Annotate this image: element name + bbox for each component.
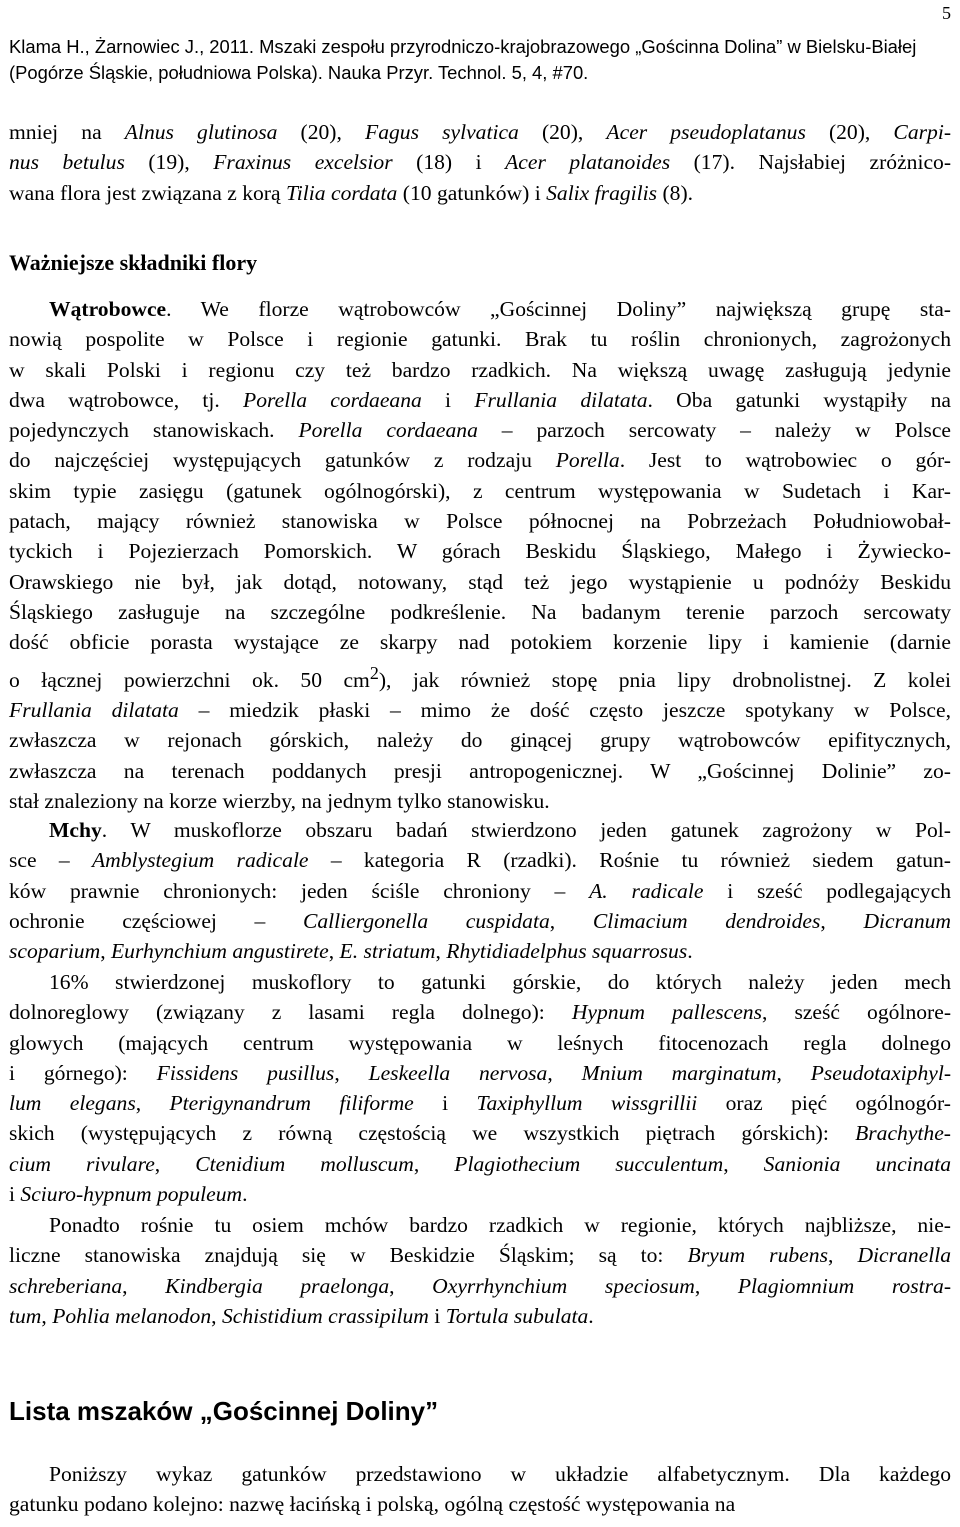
text-run: Orawskiego nie był, jak dotąd, notowany, stąd też jego wystąpienie u podnóży Beskidu — [9, 569, 951, 594]
text-run: . Jest to wątrobowiec o gór- — [619, 448, 951, 473]
species-name: lum elegans — [9, 1091, 136, 1116]
species-name: Salix fragilis — [546, 180, 658, 205]
species-name: Kindbergia praelonga — [165, 1273, 390, 1298]
text-run: w skali Polski i regionu czy też bardzo rzadkich. Na większą uwagę zasługują jedynie — [9, 357, 951, 382]
text-line — [9, 725, 951, 755]
paragraph-rare-species — [9, 1210, 951, 1331]
species-name: Frullania dilatata — [474, 387, 648, 412]
text-line — [9, 1459, 951, 1489]
section-heading: Lista mszaków „Gościnnej Doliny” — [9, 1396, 439, 1426]
text-run: , — [776, 1060, 811, 1085]
text-run: wana flora jest związana z korą — [9, 180, 286, 205]
text-line — [9, 997, 951, 1027]
species-name: Fissidens pusillus — [156, 1060, 335, 1085]
text-run: zwłaszcza w rejonach górskich, należy do ginącej grupy wątrobowców epifitycznych, — [9, 728, 951, 753]
text-run: , — [547, 1060, 582, 1085]
text-run: ochronie częściowej – — [9, 908, 303, 933]
text-line — [9, 1489, 951, 1519]
species-name: Eurhynchium angustirete — [110, 939, 329, 964]
text-run: nowią pospolite w Polsce i regionie gatunki. Brak tu roślin chronionych, zagrożonych — [9, 327, 951, 352]
text-line — [9, 876, 951, 906]
species-name: A. radicale — [589, 878, 704, 903]
citation-line-1: Klama H., Żarnowiec J., 2011. Mszaki zespołu przyrodniczo-krajobrazowego „Gościnna Dolina” w Bielsku-Białej — [9, 36, 917, 57]
citation-line-2: (Pogórze Śląskie, południowa Polska). Nauka Przyr. Technol. 5, 4, #70. — [9, 62, 589, 83]
species-name: Calliergonella cuspidata — [302, 908, 550, 933]
text-line — [9, 658, 951, 695]
paragraph-mosses — [9, 815, 951, 966]
text-run: (19), — [124, 150, 214, 175]
text-run: Poniższy wykaz gatunków przedstawiono w układzie alfabetycznym. Dla każdego — [49, 1462, 951, 1486]
text-run: stał znaleziony na korze wierzby, na jednym tylko stanowisku. — [9, 788, 550, 813]
species-name: Taxiphyllum wissgrillii — [476, 1091, 698, 1116]
text-run: oraz pięć ogólnogór- — [697, 1091, 951, 1116]
text-run: (20), — [805, 120, 894, 144]
text-run: Ponadto rośnie tu osiem mchów bardzo rzadkich w regionie, których najbliższe, nie- — [49, 1213, 951, 1237]
text-run: , — [413, 1151, 455, 1176]
species-name: Alnus glutinosa — [124, 120, 278, 144]
text-run: gatunku podano kolejno: nazwę łacińską i polską, ogólną częstość występowania na — [9, 1492, 736, 1517]
text-run: skich (występujących z równą częstością we wszystkich piętrach górskich): — [9, 1121, 856, 1146]
text-run: – parzoch sercowaty – należy w Polsce — [477, 418, 952, 443]
text-run: (18) i — [392, 150, 506, 175]
text-run: , — [435, 939, 447, 964]
text-run: o łącznej powierzchni ok. 50 cm — [9, 667, 370, 692]
species-name: schreberiana — [9, 1273, 123, 1298]
text-line — [9, 385, 951, 415]
species-name: Mnium marginatum — [581, 1060, 777, 1085]
paragraph — [9, 117, 951, 208]
text-line — [9, 1088, 951, 1118]
species-name: Rhytidiadelphus squarrosus — [446, 939, 688, 964]
text-run: . We florze wątrobowców „Gościnnej Doliny” największą grupę sta- — [166, 297, 951, 321]
text-run: , — [100, 939, 111, 964]
text-run: ), jak również stopę pnia lipy drobnolistnej. Z kolei — [378, 667, 951, 692]
text-run: , — [389, 1273, 433, 1298]
species-name: Ctenidium molluscum — [195, 1151, 414, 1176]
text-line — [9, 845, 951, 875]
text-line — [9, 627, 951, 657]
species-name: Plagiothecium succulentum — [454, 1151, 724, 1176]
species-name: Sciuro-hypnum populeum — [20, 1182, 243, 1207]
species-name: Leskeella nervosa — [368, 1060, 548, 1085]
text-line — [9, 147, 951, 177]
text-run: , — [154, 1151, 196, 1176]
text-line — [9, 597, 951, 627]
species-name: tum — [9, 1303, 42, 1328]
text-run: (10 gatunków) i — [397, 180, 547, 205]
text-line — [9, 445, 951, 475]
text-line — [9, 1028, 951, 1058]
text-line — [9, 415, 951, 445]
text-run: (20), — [277, 120, 365, 144]
text-run: , — [694, 1273, 738, 1298]
species-name: Porella — [555, 448, 620, 473]
superscript: 2 — [369, 662, 379, 683]
species-name: Schistidium crassipilum — [221, 1303, 429, 1328]
text-run: . — [687, 939, 693, 964]
text-run: , — [122, 1273, 166, 1298]
text-run: Śląskiego zasługuje na szczególne podkreślenie. Na badanym terenie parzoch sercowaty — [9, 599, 951, 624]
species-name: E. striatum — [339, 939, 436, 964]
text-run: , — [135, 1091, 170, 1116]
species-name: Frullania dilatata — [9, 698, 179, 723]
text-line — [9, 324, 951, 354]
text-line — [9, 1301, 951, 1331]
bold-term: Mchy — [49, 818, 102, 842]
text-run: dość obficie porasta wystające ze skarpy nad potokiem korzenie lipy i kamienie (darnie — [9, 630, 951, 655]
text-line — [9, 476, 951, 506]
text-run: . — [242, 1182, 248, 1207]
text-run: zwłaszcza na terenach poddanych presji antropogenicznej. W „Gościnnej Dolinie” zo- — [9, 758, 951, 783]
species-name: Dicranella — [857, 1243, 952, 1268]
species-name: Brachythe- — [855, 1121, 951, 1146]
page-number: 5 — [942, 3, 951, 23]
species-name: Pterigynandrum filiforme — [169, 1091, 414, 1116]
species-name: Tortula subulata — [445, 1303, 589, 1328]
text-run: pojedynczych stanowiskach. — [9, 418, 299, 443]
text-run: , — [723, 1151, 764, 1176]
species-name: Acer pseudoplatanus — [606, 120, 806, 144]
text-line — [9, 567, 951, 597]
text-run: , — [211, 1303, 222, 1328]
text-line — [9, 294, 951, 324]
text-run: i — [421, 387, 475, 412]
species-name: Plagiomnium rostra- — [737, 1273, 952, 1298]
text-line — [9, 536, 951, 566]
text-run: , — [820, 908, 864, 933]
species-name: Sanionia uncinata — [763, 1151, 952, 1176]
text-line — [9, 355, 951, 385]
text-line — [9, 815, 951, 845]
species-name: cium rivulare — [9, 1151, 155, 1176]
species-name: Pseudotaxiphyl- — [810, 1060, 952, 1085]
text-run: . Oba gatunki wystąpiły na — [647, 387, 952, 412]
text-run: do najczęściej występujących gatunków z rodzaju — [9, 448, 556, 473]
species-name: Tilia cordata — [285, 180, 398, 205]
text-run: i — [413, 1091, 477, 1116]
species-name: Climacium dendroides — [592, 908, 821, 933]
text-run: tyckich i Pojezierzach Pomorskich. W górach Beskidu Śląskiego, Małego i Żywiecko- — [9, 539, 951, 564]
species-name: Bryum rubens — [687, 1243, 828, 1268]
species-name: Pohlia melanodon — [52, 1303, 212, 1328]
text-run: dwa wątrobowce, tj. — [9, 387, 244, 412]
species-name: nus betulus — [9, 150, 125, 175]
species-name: Hypnum pallescens — [571, 1000, 762, 1025]
text-line — [9, 178, 951, 208]
text-run: . W muskoflorze obszaru badań stwierdzono jeden gatunek zagrożony w Pol- — [101, 818, 951, 842]
species-name: Porella cordaeana — [298, 418, 478, 443]
text-line — [9, 695, 951, 725]
text-run: i górnego): — [9, 1060, 157, 1085]
text-run: – miedzik płaski – mimo że dość często jeszcze spotykany w Polsce, — [178, 698, 951, 723]
text-run: mniej na — [9, 120, 125, 144]
species-name: Fraxinus excelsior — [213, 150, 393, 175]
text-run: 16% stwierdzonej muskoflory to gatunki górskie, do których należy jeden mech — [49, 970, 951, 994]
species-name: Fagus sylvatica — [365, 120, 519, 144]
text-run: , — [334, 1060, 369, 1085]
species-name: Porella cordaeana — [243, 387, 422, 412]
text-run: , — [549, 908, 593, 933]
species-name: Oxyrrhynchium speciosum — [432, 1273, 695, 1298]
text-run: – kategoria R (rzadki). Rośnie tu również siedem gatun- — [308, 848, 951, 873]
text-run: patach, mający również stanowiska w Polsce północnej na Pobrzeżach Południowobał- — [9, 509, 951, 534]
paragraph-list-intro — [9, 1459, 951, 1520]
text-line — [9, 1179, 951, 1209]
text-run: i — [9, 1182, 21, 1207]
text-run: (17). Najsłabiej zróżnico- — [670, 150, 952, 175]
paragraph-liverworts — [9, 294, 951, 816]
text-line — [9, 756, 951, 786]
text-run: liczne stanowiska znajdują się w Beskidzie Śląskim; są to: — [9, 1243, 688, 1268]
text-run: , — [328, 939, 340, 964]
text-run: i — [428, 1303, 446, 1328]
text-run: sce – — [9, 848, 92, 873]
text-run: (20), — [518, 120, 607, 144]
species-name: Acer platanoides — [505, 150, 671, 175]
text-line — [9, 786, 951, 816]
text-line — [9, 936, 951, 966]
text-run: , sześć ogólnore- — [762, 1000, 952, 1025]
text-run: ków prawnie chronionych: jeden ściśle chroniony – — [9, 878, 590, 903]
citation-header — [9, 34, 951, 86]
text-line — [9, 1149, 951, 1179]
text-line — [9, 506, 951, 536]
text-line — [9, 1058, 951, 1088]
text-run: i sześć podlegających — [703, 878, 951, 903]
text-run: (8). — [657, 180, 694, 205]
bold-term: Wątrobowce — [49, 297, 167, 321]
text-line — [9, 1271, 951, 1301]
text-run: skim typie zasięgu (gatunek ogólnogórski), z centrum występowania w Sudetach i Kar- — [9, 478, 951, 503]
text-line — [9, 967, 951, 997]
text-line — [9, 1240, 951, 1270]
text-line — [9, 1210, 951, 1240]
text-run: . — [588, 1303, 594, 1328]
text-run: dolnoreglowy (związany z lasami regla dolnego): — [9, 1000, 572, 1025]
subheading: Ważniejsze składniki flory — [9, 250, 258, 275]
text-line — [9, 906, 951, 936]
text-run: glowych (mających centrum występowania w leśnych fitocenozach regla dolnego — [9, 1030, 951, 1055]
text-line — [9, 1118, 951, 1148]
species-name: Amblystegium radicale — [91, 848, 309, 873]
species-name: Carpi- — [893, 120, 952, 144]
species-name: Dicranum — [863, 908, 952, 933]
text-line — [9, 117, 951, 147]
paragraph-mountain-species — [9, 967, 951, 1209]
species-name: scoparium — [9, 939, 101, 964]
text-run: , — [41, 1303, 53, 1328]
text-run: , — [827, 1243, 858, 1268]
